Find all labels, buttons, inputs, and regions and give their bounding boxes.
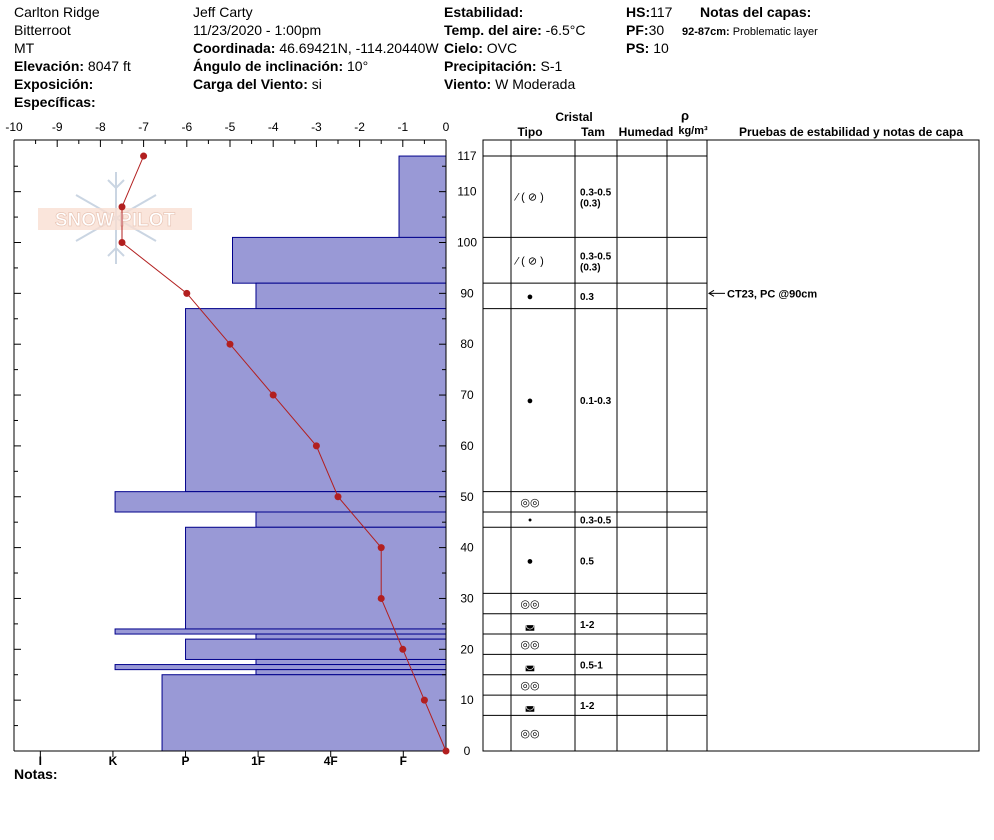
ps-label: PS: xyxy=(626,40,650,56)
temp-tick-label: 0 xyxy=(442,120,450,134)
crystal-header: Cristal xyxy=(555,110,593,124)
grain-type-rg-icon: ● xyxy=(526,290,534,303)
coordinates-label: Coordinada: xyxy=(193,40,276,56)
layer-row xyxy=(513,251,611,273)
layer-row xyxy=(520,639,539,651)
temp-tick-label: -3 xyxy=(311,120,322,134)
layer-table-frame xyxy=(483,140,979,751)
grain-size: 0.1-0.3 xyxy=(580,396,612,408)
sky-value: OVC xyxy=(486,40,518,56)
grain-type-df-icon: ⁄ ( ⊘ ) xyxy=(516,255,544,268)
air-temp-value: -6.5°C xyxy=(545,22,586,38)
wind-label: Viento: xyxy=(444,76,492,92)
hardness-tick-label: K xyxy=(108,754,118,768)
hardness-bar xyxy=(186,527,446,629)
temperature-point xyxy=(421,697,428,704)
hardness-tick-label: 4F xyxy=(323,754,338,768)
temperature-point xyxy=(227,341,234,348)
temperature-point xyxy=(183,290,190,297)
layer-row xyxy=(527,555,595,567)
grain-size-secondary: (0.3) xyxy=(580,198,601,210)
height-tick-label: 90 xyxy=(460,286,474,301)
temperature-point xyxy=(443,748,450,755)
pf-value: 30 xyxy=(648,22,665,38)
grain-size: 0.3-0.5 xyxy=(580,515,612,527)
observer-name: Jeff Carty xyxy=(193,4,253,20)
precip-value: S-1 xyxy=(540,58,563,74)
layer-note-text: Problematic layer xyxy=(732,26,818,38)
temp-tick-label: -5 xyxy=(224,120,236,134)
layer-table xyxy=(483,108,979,751)
layer-row xyxy=(525,660,604,672)
temp-tick-label: -1 xyxy=(397,120,409,134)
temperature-point xyxy=(335,493,342,500)
layer-row xyxy=(520,599,539,611)
elevation-label: Elevación: xyxy=(14,58,85,74)
height-tick-label: 50 xyxy=(460,489,474,504)
hardness-bar xyxy=(186,309,446,492)
pf-label: PF: xyxy=(626,22,649,38)
temp-tick-label: -2 xyxy=(354,120,365,134)
density-symbol: ρ xyxy=(680,108,690,123)
grain-type-mf-icon: ◎◎ xyxy=(520,728,540,741)
hs-value: 117 xyxy=(650,4,673,20)
region-name: Bitterroot xyxy=(14,22,71,38)
temperature-point xyxy=(313,442,320,449)
temperature-point xyxy=(378,595,385,602)
height-tick-label: 70 xyxy=(460,388,474,403)
grain-type-df-icon: ⁄ ( ⊘ ) xyxy=(516,191,544,204)
grain-type-mf-icon: ◎◎ xyxy=(520,496,540,509)
temperature-point xyxy=(399,646,406,653)
grain-size: 0.3 xyxy=(580,291,594,303)
hardness-bar xyxy=(162,675,446,751)
grain-size: 1-2 xyxy=(580,619,595,631)
grain-type-fc-icon: ◛ xyxy=(524,618,536,631)
type-header: Tipo xyxy=(517,125,543,139)
grain-type-mf-icon: ◎◎ xyxy=(520,679,540,692)
height-tick-label: 40 xyxy=(460,540,474,555)
state-name: MT xyxy=(14,40,35,56)
wind-load-label: Carga del Viento: xyxy=(193,76,308,92)
temp-tick-label: -6 xyxy=(181,120,193,134)
layer-note-range: 92-87cm: xyxy=(682,26,730,38)
hardness-bar xyxy=(115,665,446,670)
grain-size: 0.3-0.5 xyxy=(580,187,612,199)
specifics-label: Específicas: xyxy=(14,94,96,110)
ps-value: 10 xyxy=(653,40,669,56)
grain-size-secondary: (0.3) xyxy=(580,262,601,274)
temp-tick-label: -10 xyxy=(5,120,23,134)
height-tick-label: 30 xyxy=(460,591,474,606)
grain-size: 1-2 xyxy=(580,701,595,713)
temperature-point xyxy=(140,153,147,160)
height-tick-label: 10 xyxy=(460,693,474,708)
hardness-bar xyxy=(233,237,447,283)
elevation-value: 8047 ft xyxy=(87,58,131,74)
height-tick-label: 80 xyxy=(460,337,474,352)
hardness-bar xyxy=(256,512,446,527)
layer-row xyxy=(520,497,539,509)
grain-size: 0.3-0.5 xyxy=(580,251,612,263)
density-unit: kg/m³ xyxy=(678,125,708,137)
grain-size: 0.5-1 xyxy=(580,660,603,672)
grain-type-rg-icon: ● xyxy=(526,555,534,568)
size-header: Tam xyxy=(581,125,605,139)
aspect-label: Exposición: xyxy=(14,76,94,92)
slope-value: 10° xyxy=(347,58,369,74)
grain-type-mf-icon: ◎◎ xyxy=(520,598,540,611)
stability-test-note: CT23, PC @90cm xyxy=(727,288,818,301)
tests-header: Pruebas de estabilidad y notas de capa xyxy=(738,125,964,139)
snowpilot-watermark xyxy=(38,172,192,264)
temp-tick-label: -7 xyxy=(138,120,149,134)
temperature-point xyxy=(119,203,126,210)
hardness-bar xyxy=(399,156,446,237)
coordinates-value: 46.69421N, -114.20440W xyxy=(279,40,439,56)
height-tick-label: 110 xyxy=(457,184,477,199)
height-tick-label: 20 xyxy=(460,642,474,657)
height-tick-label: 60 xyxy=(460,438,474,453)
observation-datetime: 11/23/2020 - 1:00pm xyxy=(193,22,322,38)
hardness-bars xyxy=(115,156,446,751)
wind-load-value: si xyxy=(311,76,322,92)
grain-type-fc-icon: ◛ xyxy=(524,659,536,672)
hs-label: HS: xyxy=(626,4,651,20)
layer-row xyxy=(525,700,595,712)
temperature-point xyxy=(270,392,277,399)
grain-size: 0.5 xyxy=(580,556,594,568)
location-name: Carlton Ridge xyxy=(14,4,100,20)
layer-row xyxy=(525,619,595,631)
temp-tick-label: -4 xyxy=(267,120,279,134)
layer-row xyxy=(528,515,612,527)
grain-type-rg-icon: ● xyxy=(526,395,534,408)
height-tick-label: 117 xyxy=(457,149,477,164)
height-tick-label: 0 xyxy=(463,744,471,758)
temp-tick-label: -8 xyxy=(95,120,106,134)
temperature-point xyxy=(119,239,126,246)
temperature-point xyxy=(378,544,385,551)
hardness-bar xyxy=(256,283,446,308)
grain-type-mf-icon: ◎◎ xyxy=(520,639,540,652)
height-tick-label: 100 xyxy=(456,235,478,250)
hardness-tick-label: P xyxy=(181,754,190,768)
slope-label: Ángulo de inclinación: xyxy=(193,58,344,74)
hardness-bar xyxy=(256,659,446,664)
hardness-bar xyxy=(256,670,446,675)
sky-label: Cielo: xyxy=(444,40,483,56)
layer-row xyxy=(513,188,611,210)
precip-label: Precipitación: xyxy=(444,58,537,74)
wind-value: W Moderada xyxy=(495,76,576,92)
stability-label: Estabilidad: xyxy=(444,4,524,20)
hardness-bar xyxy=(256,634,446,639)
hardness-tick-label: 1F xyxy=(251,754,266,768)
hardness-tick-label: F xyxy=(399,754,407,768)
moisture-header: Humedad xyxy=(618,125,674,139)
hardness-bar xyxy=(186,639,446,659)
hardness-bar xyxy=(115,492,446,512)
watermark-text: SNOW PILOT xyxy=(54,210,176,231)
grain-type-rg-icon: • xyxy=(528,514,532,527)
layer-row xyxy=(520,728,539,740)
layer-row xyxy=(520,680,539,692)
air-temp-label: Temp. del aire: xyxy=(444,22,542,38)
layer-row xyxy=(527,395,612,407)
temp-tick-label: -9 xyxy=(51,120,63,134)
notes-label: Notas: xyxy=(14,766,58,782)
hardness-tick-label: I xyxy=(38,754,43,768)
layer-notes-label: Notas del capas: xyxy=(700,4,812,20)
layer-row xyxy=(527,291,595,303)
grain-type-fc-icon: ◛ xyxy=(524,700,536,713)
